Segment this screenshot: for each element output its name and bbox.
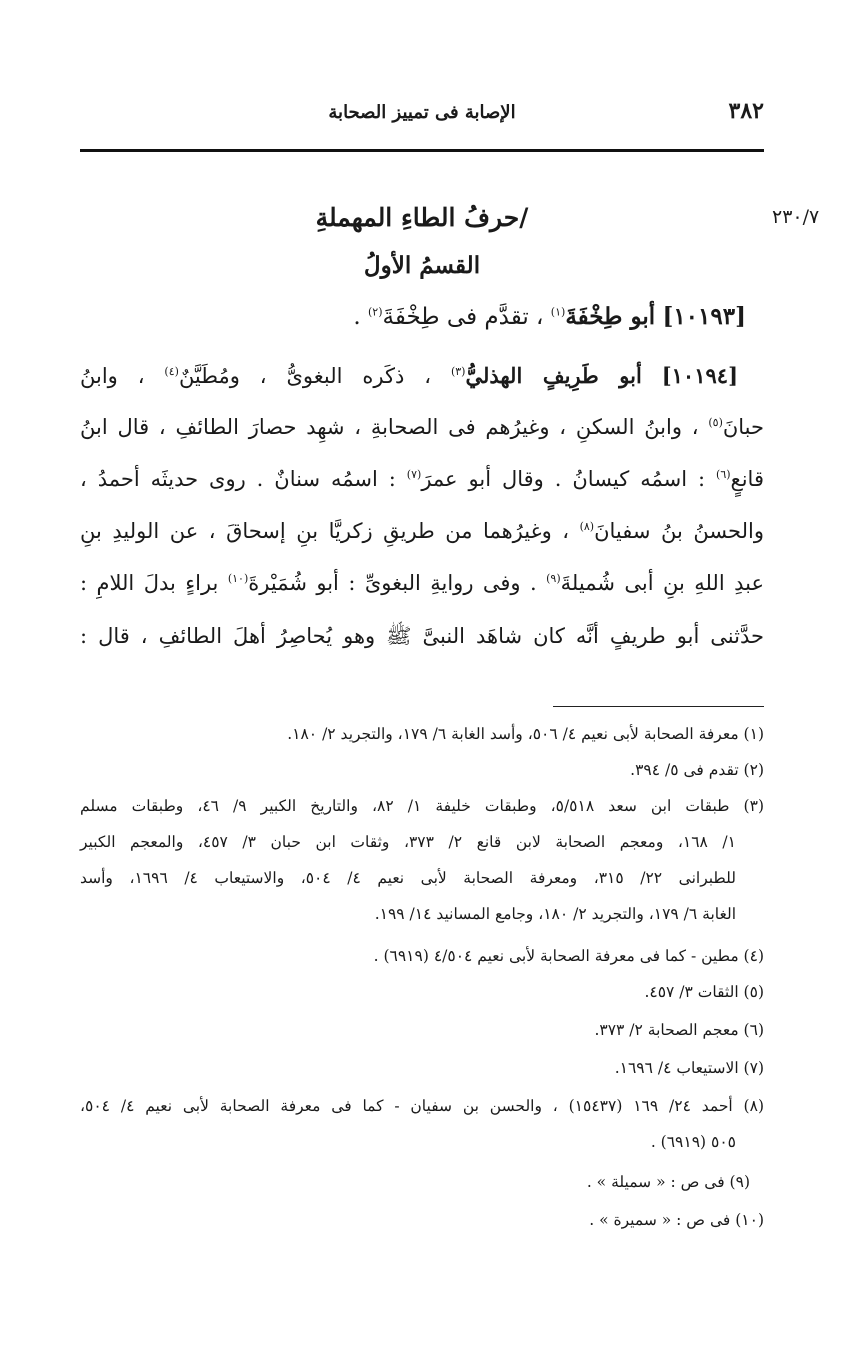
footnote-ref: (٣)	[450, 365, 466, 378]
entry-end: .	[353, 304, 361, 330]
footnote: (٨) أحمد ٢٤/ ١٦٩ (١٥٤٣٧) ، والحسن بن سفيان - كما فى معرفة الصحابة لأبى نعيم ٤/ ٥٠٤،	[80, 1097, 764, 1115]
footnote-continuation: للطبرانى ٢٢/ ٣١٥، ومعرفة الصحابة لأبى نعيم ٤/ ٥٠٤، والاستيعاب ٤/ ١٦٩٦، وأسد	[80, 869, 737, 887]
entry-name: أبو طَرِيفٍ الهذليُّ	[465, 363, 642, 388]
page-header	[80, 96, 764, 136]
footnote-rule	[553, 706, 764, 707]
footnote-ref: (١٠)	[227, 572, 249, 585]
text-run: ، وغيرُهما من طريقِ زكريَّا بنِ إسحاقَ ، عن الوليدِ بنِ	[80, 519, 570, 543]
footnote: (٧) الاستيعاب ٤/ ١٦٩٦.	[614, 1059, 764, 1077]
footnote-ref: (٥)	[708, 416, 723, 429]
footnote-continuation: ٥٠٥ (٦٩١٩) .	[650, 1133, 736, 1151]
entry-number: [١٠١٩٤]	[661, 363, 738, 388]
footnote-ref: (٨)	[579, 520, 595, 533]
text-line	[80, 623, 764, 675]
text-run: ، وابنُ السكنِ ، وغيرُهم فى الصحابةِ ، شهِد حصارَ الطائفِ ، قال ابنُ	[80, 415, 699, 439]
text-run: قانعٍ	[730, 467, 764, 491]
footnote: (١٠) فى ص : « سميرة » .	[589, 1211, 764, 1229]
footnote-ref: (٩)	[546, 572, 561, 585]
footnote-ref: (٧)	[406, 468, 422, 481]
footnote-ref: (٦)	[716, 468, 731, 481]
text-run: براءٍ بدلَ اللامِ :	[80, 571, 219, 595]
text-line	[80, 415, 764, 467]
text-run: حبانَ	[722, 415, 764, 439]
text-run: عبدِ اللهِ بنِ أبى شُميلةَ	[560, 571, 764, 595]
margin-reference: ٢٣٠/٧	[772, 206, 820, 228]
footnote-continuation: ١/ ١٦٨، ومعجم الصحابة لابن قانع ٢/ ٣٧٣، وثقات ابن حبان ٣/ ٤٥٧، والمعجم الكبير	[80, 833, 736, 851]
running-title: الإصابة فى تمييز الصحابة	[328, 102, 516, 123]
page-number: ٣٨٢	[728, 98, 764, 124]
entry-10193	[353, 303, 746, 330]
footnote-ref: (٤)	[164, 365, 179, 378]
letter-heading: /حرفُ الطاءِ المهملةِ	[315, 203, 529, 232]
footnote-ref: (٢)	[367, 305, 383, 319]
footnote: (٩) فى ص : « سميلة » .	[586, 1173, 750, 1191]
text-run: . وفى روايةِ البغوىِّ : أبو شُمَيْرةَ	[248, 571, 537, 595]
footnote: (٥) الثقات ٣/ ٤٥٧.	[644, 983, 764, 1001]
footnote: (٢) تقدم فى ٥/ ٣٩٤.	[630, 761, 764, 779]
entry-text: ، تقدَّم فى طِخْفَةَ	[382, 304, 544, 330]
text-line	[80, 519, 764, 571]
footnote: (٤) مطين - كما فى معرفة الصحابة لأبى نعيم ٤/٥٠٤ (٦٩١٩) .	[373, 947, 764, 965]
text-run: والحسنُ بنُ سفيانَ	[594, 519, 764, 543]
text-run: : اسمُه سنانٌ . روى حديثَه أحمدُ ،	[80, 467, 396, 491]
footnote-continuation: الغابة ٦/ ١٧٩، والتجريد ٢/ ١٨٠، وجامع المسانيد ١٤/ ١٩٩.	[374, 905, 736, 923]
text-run: : اسمُه كيسانُ . وقال أبو عمرَ	[421, 467, 706, 491]
footnote: (٣) طبقات ابن سعد ٥/٥١٨، وطبقات خليفة ١/ ٨٢، والتاريخ الكبير ٩/ ٤٦، وطبقات مسلم	[80, 797, 764, 815]
text-line	[80, 467, 764, 519]
text-line	[80, 571, 764, 623]
text-line	[80, 363, 764, 415]
text-run: حدَّثنى أبو طريفٍ أنَّه كان شاهَد النبىَّ ﷺ وهو يُحاصِرُ أهلَ الطائفِ ، قال :	[80, 624, 764, 648]
entry-name: أبو طِخْفَةَ	[565, 303, 656, 330]
footnote: (١) معرفة الصحابة لأبى نعيم ٤/ ٥٠٦، وأسد الغابة ٦/ ١٧٩، والتجريد ٢/ ١٨٠.	[287, 725, 764, 743]
footnote: (٦) معجم الصحابة ٢/ ٣٧٣.	[594, 1021, 764, 1039]
footnote-ref: (١)	[550, 305, 566, 319]
section-heading: القسمُ الأولُ	[363, 252, 481, 279]
entry-number: [١٠١٩٣]	[662, 303, 746, 330]
header-rule	[80, 149, 764, 152]
text-run: ، ذكَره البغوىُّ ، ومُطَيَّنٌ	[178, 364, 432, 388]
text-run: ، وابنُ	[80, 364, 145, 388]
